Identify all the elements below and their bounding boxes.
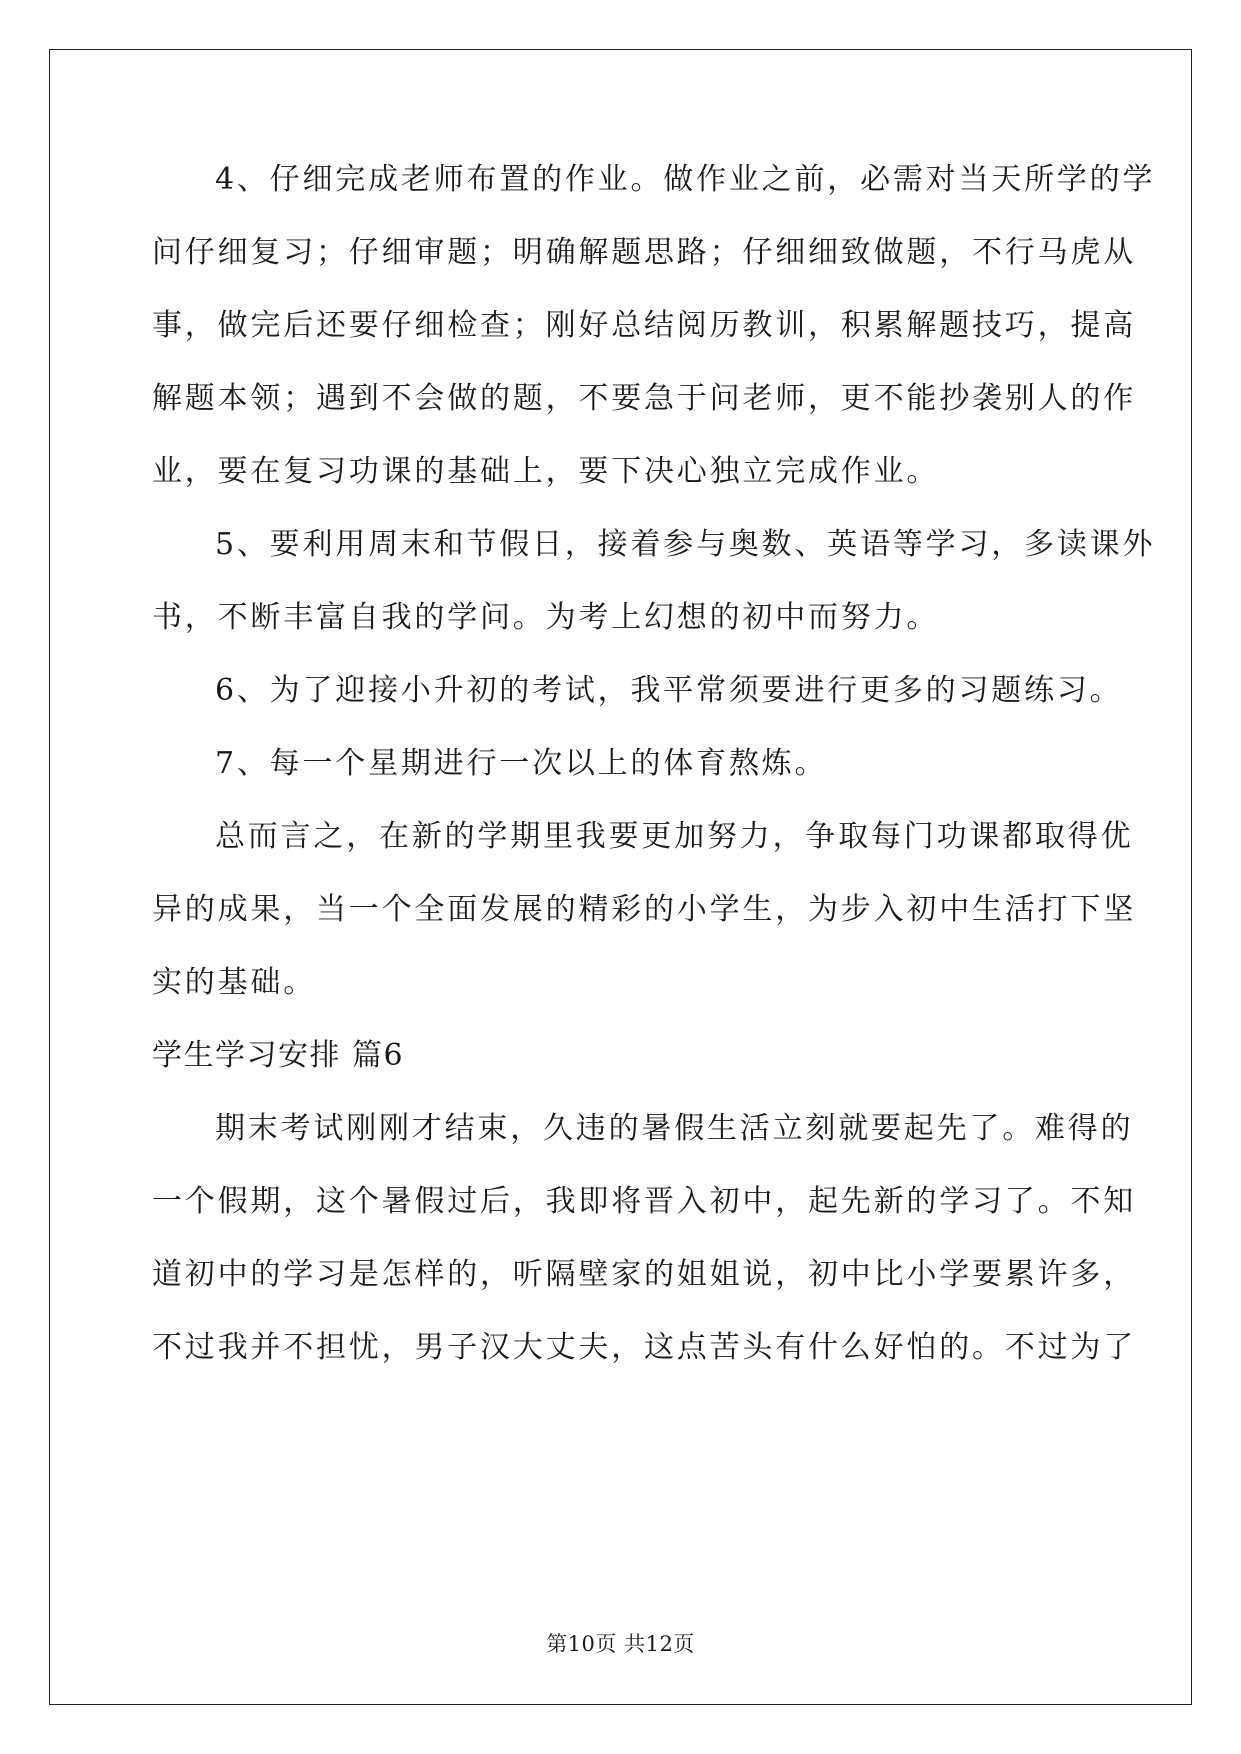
summary-line-3: 实的基础。 <box>152 965 316 1000</box>
paragraph-4-line-3: 事，做完后还要仔细检查；刚好总结阅历教训，积累解题技巧，提高 <box>152 308 1136 343</box>
summary-line-1: 总而言之，在新的学期里我要更加努力，争取每门功课都取得优 <box>215 819 1134 854</box>
paragraph-4-line-4: 解题本领；遇到不会做的题，不要急于问老师，更不能抄袭别人的作 <box>152 381 1136 416</box>
page-footer: 第10页 共12页 <box>546 1632 695 1656</box>
intro-line-2: 一个假期，这个暑假过后，我即将晋入初中，起先新的学习了。不知 <box>152 1184 1136 1219</box>
intro-line-4: 不过我并不担忧，男子汉大丈夫，这点苦头有什么好怕的。不过为了 <box>152 1330 1136 1365</box>
paragraph-6-line-1: 6、为了迎接小升初的考试，我平常须要进行更多的习题练习。 <box>215 673 1123 708</box>
paragraph-5-line-1: 5、要利用周末和节假日，接着参与奥数、英语等学习，多读课外 <box>215 527 1156 562</box>
intro-line-3: 道初中的学习是怎样的，听隔壁家的姐姐说，初中比小学要累许多， <box>152 1257 1136 1292</box>
intro-line-1: 期末考试刚刚才结束，久违的暑假生活立刻就要起先了。难得的 <box>215 1111 1134 1146</box>
paragraph-4-line-1: 4、仔细完成老师布置的作业。做作业之前，必需对当天所学的学 <box>215 162 1156 197</box>
paragraph-4-line-5: 业，要在复习功课的基础上，要下决心独立完成作业。 <box>152 454 940 489</box>
paragraph-5-line-2: 书，不断丰富自我的学问。为考上幻想的初中而努力。 <box>152 600 940 635</box>
section-heading: 学生学习安排 篇6 <box>152 1038 405 1073</box>
summary-line-2: 异的成果，当一个全面发展的精彩的小学生，为步入初中生活打下坚 <box>152 892 1136 927</box>
page-border <box>49 49 1192 1705</box>
paragraph-4-line-2: 问仔细复习；仔细审题；明确解题思路；仔细细致做题，不行马虎从 <box>152 235 1136 270</box>
paragraph-7-line-1: 7、每一个星期进行一次以上的体育熬炼。 <box>215 746 828 781</box>
